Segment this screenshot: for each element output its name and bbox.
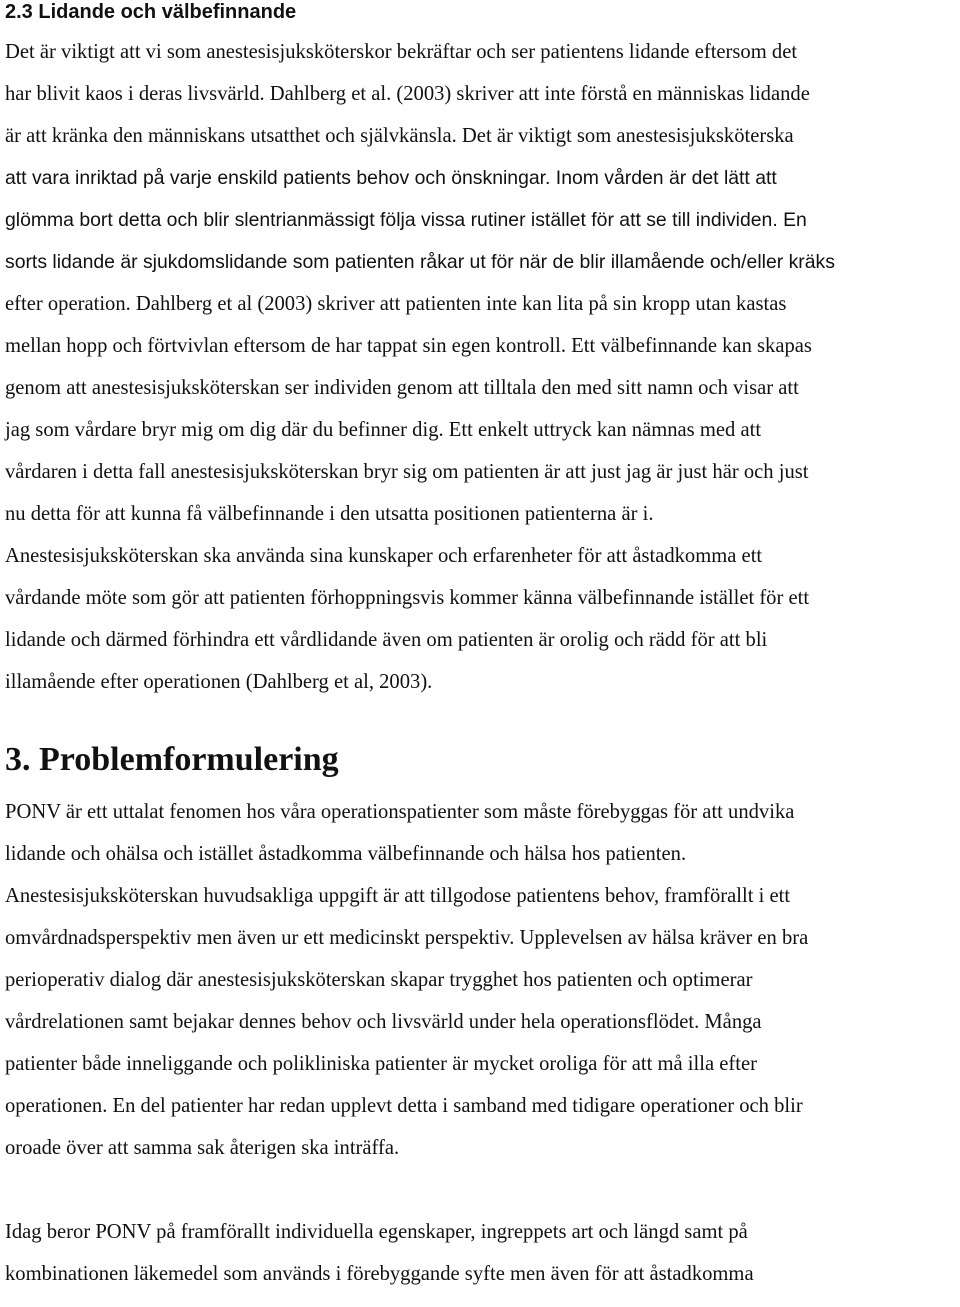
text-line: Anestesisjuksköterskan huvudsakliga uppgift är att tillgodose patientens behov, framförallt i ett <box>5 885 791 907</box>
text-line: har blivit kaos i deras livsvärld. Dahlberg et al. (2003) skriver att inte förstå en människas lidande <box>5 83 810 105</box>
text-line: glömma bort detta och blir slentrianmässigt följa vissa rutiner istället för att se till individen. En <box>5 209 807 231</box>
paragraph-idag <box>5 1211 957 1295</box>
text-line: att vara inriktad på varje enskild patients behov och önskningar. Inom vården är det lätt att <box>5 167 777 189</box>
text-line: Idag beror PONV på framförallt individuella egenskaper, ingreppets art och längd samt på <box>5 1221 748 1243</box>
text-line: jag som vårdare bryr mig om dig där du befinner dig. Ett enkelt uttryck kan nämnas med att <box>5 419 762 441</box>
text-line: vårdrelationen samt bejakar dennes behov och livsvärld under hela operationsflödet. Många <box>5 1011 762 1033</box>
text-line: nu detta för att kunna få välbefinnande i den utsatta positionen patienterna är i. <box>5 503 654 525</box>
text-line: lidande och därmed förhindra ett vårdlidande även om patienten är orolig och rädd för att bli <box>5 629 768 651</box>
text-line: genom att anestesisjuksköterskan ser individen genom att tilltala den med sitt namn och visar att <box>5 377 799 399</box>
text-line: efter operation. Dahlberg et al (2003) skriver att patienten inte kan lita på sin kropp utan kastas <box>5 293 787 315</box>
text-line: kombinationen läkemedel som används i förebyggande syfte men även för att åstadkomma <box>5 1263 754 1285</box>
section-heading-3: 3. Problemformulering <box>5 741 339 778</box>
text-line: perioperativ dialog där anestesisjuksköterskan skapar trygghet hos patienten och optimerar <box>5 969 753 991</box>
text-line: mellan hopp och förtvivlan eftersom de har tappat sin egen kontroll. Ett välbefinnande kan skapas <box>5 335 812 357</box>
section-heading-2-3: 2.3 Lidande och välbefinnande <box>5 1 297 23</box>
text-line: PONV är ett uttalat fenomen hos våra operationspatienter som måste förebyggas för att undvika <box>5 801 795 823</box>
text-line: operationen. En del patienter har redan upplevt detta i samband med tidigare operationer och blir <box>5 1095 803 1117</box>
text-line: vårdaren i detta fall anestesisjuksköterskan bryr sig om patienten är att just jag är just här och just <box>5 461 809 483</box>
text-line: Anestesisjuksköterskan ska använda sina kunskaper och erfarenheter för att åstadkomma ett <box>5 545 763 567</box>
text-line: oroade över att samma sak återigen ska inträffa. <box>5 1137 400 1159</box>
text-line: lidande och ohälsa och istället åstadkomma välbefinnande och hälsa hos patienten. <box>5 843 687 865</box>
paragraph-lidande <box>5 31 957 703</box>
paragraph-problemformulering <box>5 791 957 1169</box>
document-page <box>5 0 957 1295</box>
text-line: patienter både inneliggande och polikliniska patienter är mycket oroliga för att må illa efter <box>5 1053 757 1075</box>
text-line: Det är viktigt att vi som anestesisjuksköterskor bekräftar och ser patientens lidande eftersom det <box>5 41 798 63</box>
text-line: är att kränka den människans utsatthet och självkänsla. Det är viktigt som anestesisjuksköterska <box>5 125 794 147</box>
text-line: vårdande möte som gör att patienten förhoppningsvis kommer känna välbefinnande istället för ett <box>5 587 810 609</box>
text-line: omvårdnadsperspektiv men även ur ett medicinskt perspektiv. Upplevelsen av hälsa kräver en bra <box>5 927 809 949</box>
text-line: sorts lidande är sjukdomslidande som patienten råkar ut för när de blir illamående och/eller kräks <box>5 251 835 273</box>
text-line: illamående efter operationen (Dahlberg et al, 2003). <box>5 671 433 693</box>
